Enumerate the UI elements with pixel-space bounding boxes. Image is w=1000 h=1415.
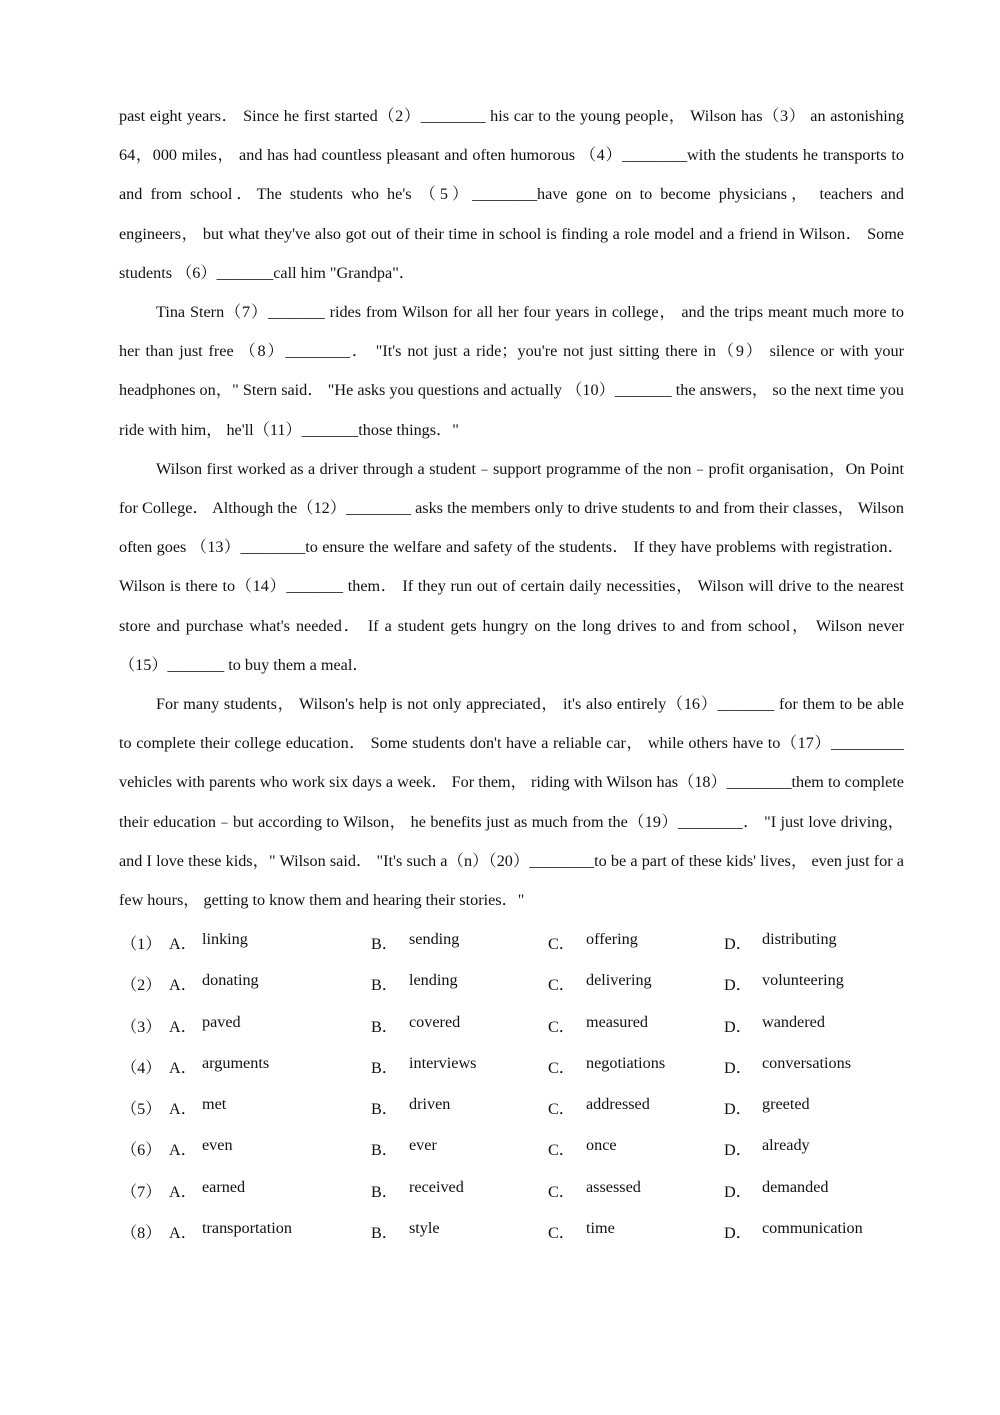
question-number: （2） (121, 976, 162, 995)
passage-paragraph-1: past eight years． Since he first started（2）________ his car to the young people， Wilson has（3） an astonishing 64，000 miles， and has had countless pleasant and often humorous （4）________with the students he transports to and from school．The students who he's （5）________have gone on to become physicians， teachers and engineers， but what they've also got out of their time in school is finding a role model and a friend in Wilson． Some students （6）_______call him "Grandpa"． (119, 107, 904, 282)
passage-paragraph-2: Tina Stern（7）_______ rides from Wilson for all her four years in college， and the trips meant much more to her than just free （8）________． "It's not just a ride；you're not just sitting there in（9） silence or with your headphones on，" Stern said． "He asks you questions and actually （10）_______ the answers， so the next time you ride with him， he'll（11）_______those things．" (119, 303, 904, 439)
option-a: A． arguments (169, 1053, 270, 1077)
option-b: B． driven (371, 1095, 451, 1119)
option-a: A． donating (169, 971, 259, 995)
question-row-7 (119, 1169, 904, 1210)
option-c: C． addressed (548, 1095, 650, 1119)
question-row-4 (119, 1045, 904, 1086)
question-row-2 (119, 963, 904, 1004)
option-d: D． conversations (724, 1053, 852, 1077)
option-c: C． delivering (548, 971, 652, 995)
question-number: （8） (121, 1223, 162, 1242)
option-b: B． ever (371, 1136, 437, 1160)
option-c: C． measured (548, 1012, 649, 1036)
option-d: D． greeted (724, 1095, 810, 1119)
option-b: B． style (371, 1218, 440, 1242)
option-d: D． demanded (724, 1177, 829, 1201)
question-row-3 (119, 1004, 904, 1045)
option-b: B． covered (371, 1012, 461, 1036)
option-b: B． received (371, 1177, 464, 1201)
option-b: B． sending (371, 929, 460, 953)
option-a: A． paved (169, 1012, 241, 1036)
question-row-5 (119, 1086, 904, 1127)
question-number: （7） (121, 1182, 162, 1201)
option-d: D． distributing (724, 929, 837, 953)
question-row-1 (119, 921, 904, 962)
option-d: D． wandered (724, 1012, 825, 1036)
option-b: B． interviews (371, 1053, 477, 1077)
option-a: A． linking (169, 929, 248, 953)
question-number: （5） (121, 1100, 162, 1119)
question-row-8 (119, 1210, 904, 1251)
option-a: A． even (169, 1136, 233, 1160)
question-number: （3） (121, 1017, 162, 1036)
question-number: （1） (121, 934, 162, 953)
option-d: D． volunteering (724, 971, 844, 995)
option-c: C． negotiations (548, 1053, 666, 1077)
option-d: D． communication (724, 1218, 863, 1242)
option-d: D． already (724, 1136, 810, 1160)
question-number: （4） (121, 1058, 162, 1077)
option-c: C． offering (548, 929, 638, 953)
option-a: A． transportation (169, 1218, 292, 1242)
question-number: （6） (121, 1141, 162, 1160)
option-a: A． met (169, 1095, 227, 1119)
option-a: A． earned (169, 1177, 246, 1201)
passage-paragraph-3: Wilson first worked as a driver through a student﹣support programme of the non﹣profit organisation，On Point for College． Although the（12）________ asks the members only to drive students to and from their classes， Wilson often goes （13）________to ensure the welfare and safety of the students． If they have problems with registration． Wilson is there to（14）_______ them． If they run out of certain daily necessities， Wilson will drive to the nearest store and purchase what's needed． If a student gets hungry on the long drives to and from school， Wilson never （15）_______ to buy them a meal． (119, 459, 904, 674)
answer-options (119, 921, 904, 1251)
option-b: B． lending (371, 971, 458, 995)
option-c: C． once (548, 1136, 617, 1160)
passage-paragraph-4: For many students， Wilson's help is not only appreciated， it's also entirely（16）_______ for them to be able to complete their college education． Some students don't have a reliable car， while others have to（17）_________ vehicles with parents who work six days a week． For them， riding with Wilson has（18）________them to complete their education﹣but according to Wilson， he benefits just as much from the（19）________． "I just love driving， and I love these kids，" Wilson said． "It's such a（n）（20）________to be a part of these kids' lives， even just for a few hours， getting to know them and hearing their stories．" (119, 695, 904, 910)
option-c: C． time (548, 1218, 615, 1242)
question-row-6 (119, 1128, 904, 1169)
option-c: C． assessed (548, 1177, 641, 1201)
